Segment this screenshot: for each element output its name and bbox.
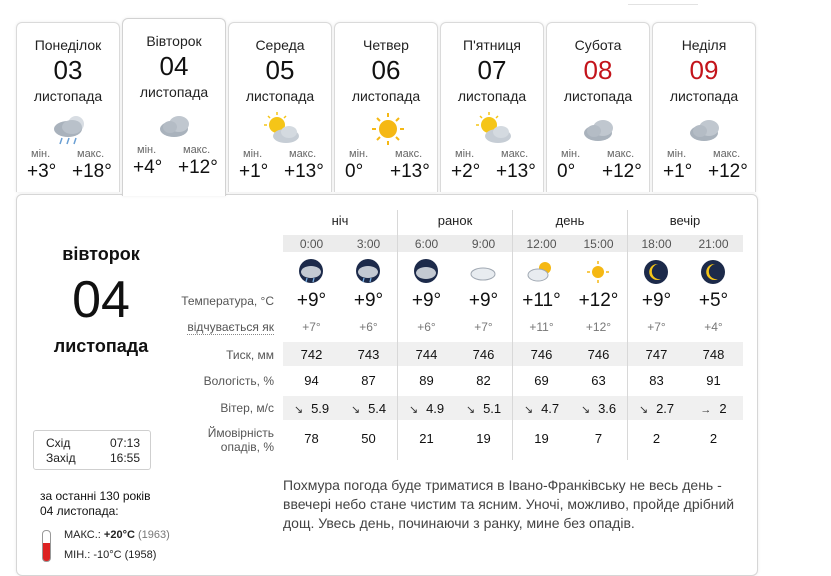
feels-cell: +4°: [704, 320, 723, 334]
tab-max-label: макс.: [607, 148, 635, 160]
pressure-cell: 742: [300, 347, 323, 362]
humidity-cell: 83: [649, 373, 664, 388]
wind-cell: [398, 401, 455, 416]
tab-month: листопада: [245, 88, 315, 104]
humidity-cell: 87: [361, 373, 376, 388]
humidity-cell: 82: [476, 373, 491, 388]
tab-day-name: Субота: [574, 37, 622, 53]
tab-max-label: макс.: [395, 148, 423, 160]
tab-date: 07: [477, 55, 507, 85]
tab-month: листопада: [457, 88, 527, 104]
sunset-label: Захід: [46, 451, 76, 465]
tab-month: листопада: [563, 88, 633, 104]
tab-month: листопада: [33, 88, 103, 104]
wind-speed: 5.9: [311, 401, 330, 416]
section-evening: вечір: [669, 213, 701, 228]
hour-0300: 3:00: [356, 237, 381, 251]
wind-direction-icon: ↘: [523, 404, 534, 416]
history-max-label: МАКС.:: [64, 529, 101, 541]
temp-cell: +9°: [353, 290, 384, 311]
tab-max-label: макс.: [289, 148, 317, 160]
feels-cell: +7°: [474, 320, 493, 334]
wind-cell: [513, 401, 570, 416]
wind-speed: 4.7: [541, 401, 560, 416]
history-line-2: 04 листопада:: [40, 504, 119, 518]
thermometer-icon: [42, 530, 51, 562]
tab-max-temp: +13°: [284, 161, 324, 182]
wind-speed: 5.1: [483, 401, 502, 416]
tab-min-label: мін.: [243, 148, 263, 160]
history-max-year: (1963): [137, 529, 170, 541]
tab-max-temp: +12°: [708, 161, 748, 182]
wind-direction-icon: ↘: [580, 404, 591, 416]
tab-month: листопада: [351, 88, 421, 104]
tab-min-temp: +3°: [27, 161, 57, 182]
tab-date: 04: [159, 51, 189, 81]
tab-min-label: мін.: [137, 144, 157, 156]
day-tab-tue[interactable]: [122, 18, 226, 196]
section-morning: ранок: [437, 213, 473, 228]
wind-direction-icon: ↘: [408, 404, 419, 416]
history-max-value: +20°C: [103, 529, 135, 541]
temp-cell: +9°: [641, 290, 672, 311]
day-tab-thu[interactable]: [334, 22, 438, 192]
cloud-night-icon: [411, 258, 441, 286]
detail-date: 04: [72, 271, 130, 329]
tab-day-name: Неділя: [681, 37, 727, 53]
precip-cell: 7: [594, 431, 603, 446]
tab-date: 06: [371, 55, 401, 85]
cloud-rain-night-icon: [296, 258, 326, 286]
cloud-icon: [468, 258, 498, 286]
hour-0600: 6:00: [414, 237, 439, 251]
sunrise-time: 07:13: [110, 436, 141, 450]
wind-speed: 2.7: [656, 401, 675, 416]
sunset-time: 16:55: [110, 451, 141, 465]
tab-date: 08: [583, 55, 613, 85]
pressure-cell: 743: [357, 347, 380, 362]
partly-cloudy-icon: [526, 258, 556, 286]
humidity-cell: 63: [591, 373, 606, 388]
pressure-cell: 746: [587, 347, 610, 362]
wind-cell: [340, 401, 397, 416]
tab-min-temp: 0°: [557, 161, 576, 182]
tab-day-name: Середа: [255, 37, 305, 53]
temp-cell: +12°: [578, 290, 619, 311]
feels-cell: +7°: [302, 320, 321, 334]
pressure-cell: 748: [702, 347, 725, 362]
feels-row-label[interactable]: [120, 320, 274, 334]
tab-date: 03: [53, 55, 83, 85]
hour-0000: 0:00: [299, 237, 324, 251]
tab-min-label: мін.: [31, 148, 51, 160]
feels-label-text: відчувається як: [187, 320, 274, 334]
temp-cell: +9°: [468, 290, 499, 311]
tab-min-temp: +1°: [239, 161, 269, 182]
cloud-icon: [156, 107, 196, 143]
pressure-cell: 747: [645, 347, 668, 362]
pressure-cell: 746: [530, 347, 553, 362]
partly-cloudy-icon: [474, 111, 514, 147]
history-caption: [40, 489, 150, 519]
partly-cloudy-icon: [262, 111, 302, 147]
precip-cell: 19: [476, 431, 491, 446]
tab-max-temp: +12°: [602, 161, 642, 182]
detail-month: листопада: [53, 336, 149, 356]
wind-row-label: Вітер, м/с: [220, 401, 274, 415]
feels-cell: +11°: [529, 320, 554, 334]
tab-min-label: мін.: [349, 148, 369, 160]
wind-direction-icon: ↘: [465, 404, 476, 416]
day-tab-sat[interactable]: [546, 22, 650, 192]
section-day: день: [555, 213, 585, 228]
moon-icon: [698, 258, 728, 286]
precip-cell: 2: [652, 431, 661, 446]
precip-cell: 78: [304, 431, 319, 446]
precip-label-line-1: Ймовірність: [207, 426, 274, 440]
wind-direction-icon: ↘: [293, 404, 304, 416]
header-underline: [628, 0, 698, 5]
humidity-cell: 94: [304, 373, 319, 388]
temp-cell: +9°: [296, 290, 327, 311]
history-min: МІН.: -10°C (1958): [64, 549, 157, 561]
precip-cell: 19: [534, 431, 549, 446]
cloud-rain-night-icon: [353, 258, 383, 286]
humidity-cell: 69: [534, 373, 549, 388]
wind-cell: [455, 401, 512, 416]
tab-month: листопада: [139, 84, 209, 100]
feels-cell: +7°: [647, 320, 666, 334]
pressure-cell: 746: [472, 347, 495, 362]
day-tab-fri[interactable]: [440, 22, 544, 192]
feels-cell: +6°: [417, 320, 436, 334]
precip-cell: 50: [361, 431, 376, 446]
tab-min-label: мін.: [561, 148, 581, 160]
pressure-cell: 744: [415, 347, 438, 362]
hour-1500: 15:00: [583, 237, 614, 251]
tab-max-temp: +13°: [390, 161, 430, 182]
forecast-description: Похмура погода буде триматися в Івано-Франківську не весь день - ввечері небо стане чистим та ясним. Уночі, можливо, пройде дрібний дощ. Увесь день, починаючи з ранку, мине без опадів.: [283, 477, 735, 531]
wind-speed: 3.6: [598, 401, 617, 416]
tab-max-label: макс.: [501, 148, 529, 160]
day-tab-sun[interactable]: [652, 22, 756, 192]
humidity-cell: 91: [706, 373, 721, 388]
precip-cell: 21: [419, 431, 434, 446]
hour-1200: 12:00: [526, 237, 557, 251]
cloud-rain-icon: [50, 111, 90, 147]
wind-cell: [685, 401, 742, 416]
tab-min-temp: 0°: [345, 161, 364, 182]
precip-label-line-2: опадів, %: [220, 440, 274, 454]
temp-cell: +11°: [522, 290, 561, 311]
tab-max-label: макс.: [77, 148, 105, 160]
tab-day-name: Четвер: [363, 37, 409, 53]
cloud-icon: [580, 111, 620, 147]
tab-min-temp: +2°: [451, 161, 481, 182]
tab-max-label: макс.: [713, 148, 741, 160]
wind-cell: [628, 401, 685, 416]
wind-cell: [283, 401, 340, 416]
tab-max-temp: +13°: [496, 161, 536, 182]
hour-2100: 21:00: [698, 237, 729, 251]
sun-icon: [583, 258, 613, 286]
pressure-row-label: Тиск, мм: [226, 348, 274, 362]
tab-min-temp: +4°: [133, 157, 163, 178]
wind-cell: [570, 401, 627, 416]
wind-direction-icon: ↘: [350, 404, 361, 416]
wind-direction-icon: ↘: [638, 404, 649, 416]
temp-cell: +5°: [698, 290, 729, 311]
humidity-cell: 89: [419, 373, 434, 388]
tab-day-name: Понеділок: [34, 37, 102, 53]
tab-day-name: П'ятниця: [463, 37, 521, 53]
tab-min-label: мін.: [455, 148, 475, 160]
moon-icon: [641, 258, 671, 286]
feels-cell: +6°: [359, 320, 378, 334]
wind-speed: 5.4: [368, 401, 387, 416]
humidity-row-label: Вологість, %: [203, 374, 274, 388]
tab-max-temp: +18°: [72, 161, 112, 182]
tab-month: листопада: [669, 88, 739, 104]
history-max: [64, 529, 170, 541]
feels-cell: +12°: [585, 320, 612, 334]
precip-cell: 2: [709, 431, 718, 446]
tab-min-label: мін.: [667, 148, 687, 160]
detail-day-name: вівторок: [62, 244, 140, 264]
hour-1800: 18:00: [641, 237, 672, 251]
tab-max-temp: +12°: [178, 157, 218, 178]
tab-day-name: Вівторок: [146, 33, 202, 49]
tab-max-label: макс.: [183, 144, 211, 156]
hour-0900: 9:00: [471, 237, 496, 251]
section-night: ніч: [331, 213, 349, 228]
tab-date: 09: [689, 55, 719, 85]
precip-row-label: [120, 426, 274, 454]
wind-speed: 4.9: [426, 401, 445, 416]
temp-row-label: Температура, °C: [181, 294, 274, 308]
history-line-1: за останні 130 років: [40, 489, 151, 503]
sun-icon: [368, 111, 408, 147]
sunrise-label: Схід: [46, 436, 71, 450]
day-tab-mon[interactable]: [16, 22, 120, 192]
wind-direction-icon: →: [700, 404, 712, 416]
wind-speed: 2: [719, 401, 727, 416]
tab-date: 05: [265, 55, 295, 85]
cloud-icon: [686, 111, 726, 147]
temp-cell: +9°: [411, 290, 442, 311]
tab-min-temp: +1°: [663, 161, 693, 182]
day-tab-wed[interactable]: [228, 22, 332, 192]
